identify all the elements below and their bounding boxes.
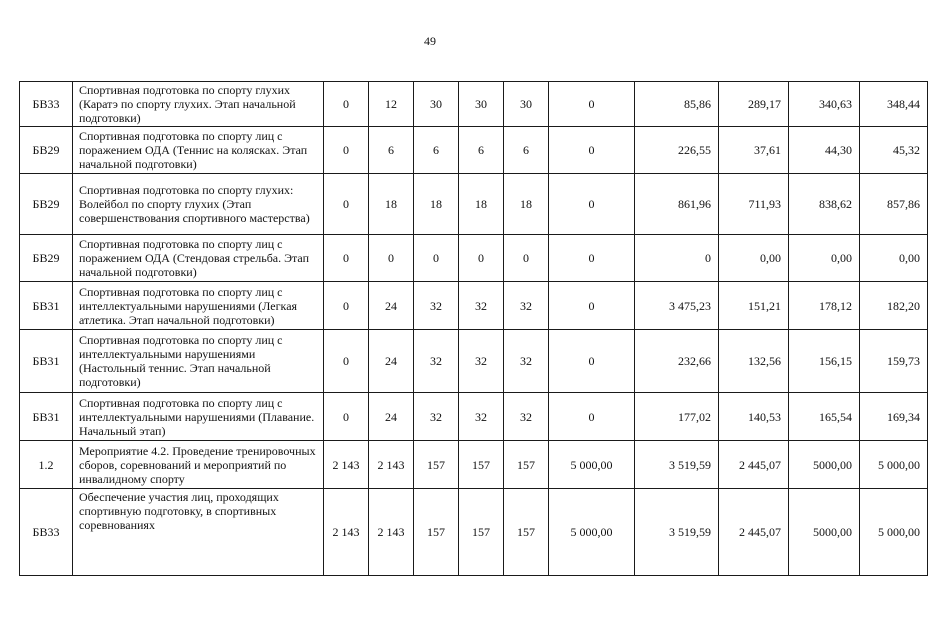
value-cell-col-2: 6: [369, 127, 414, 174]
value-cell-col-9: 5000,00: [789, 441, 860, 489]
row-description-cell: Спортивная подготовка по спорту глухих (Каратэ по спорту глухих. Этап начальной подготовки): [73, 82, 324, 127]
value-cell-col-10: 0,00: [860, 235, 928, 282]
row-description-cell: Спортивная подготовка по спорту лиц с интеллектуальными нарушениями (Плавание. Начальный этап): [73, 393, 324, 441]
value-cell-col-7: 85,86: [635, 82, 719, 127]
value-cell-col-4: 32: [459, 330, 504, 393]
value-cell-col-8: 2 445,07: [719, 441, 789, 489]
value-cell-col-5: 157: [504, 441, 549, 489]
row-description-cell: Спортивная подготовка по спорту лиц с интеллектуальными нарушениями (Легкая атлетика. Этап начальной подготовки): [73, 282, 324, 330]
value-cell-col-2: 24: [369, 393, 414, 441]
value-cell-col-6: 5 000,00: [549, 489, 635, 576]
value-cell-col-8: 289,17: [719, 82, 789, 127]
value-cell-col-3: 32: [414, 393, 459, 441]
value-cell-col-3: 6: [414, 127, 459, 174]
value-cell-col-7: 0: [635, 235, 719, 282]
value-cell-col-1: 0: [324, 330, 369, 393]
value-cell-col-3: 30: [414, 82, 459, 127]
value-cell-col-1: 0: [324, 127, 369, 174]
value-cell-col-9: 156,15: [789, 330, 860, 393]
value-cell-col-1: 0: [324, 174, 369, 235]
budget-table: [19, 81, 928, 576]
value-cell-col-5: 32: [504, 393, 549, 441]
value-cell-col-10: 169,34: [860, 393, 928, 441]
value-cell-col-3: 157: [414, 441, 459, 489]
value-cell-col-9: 165,54: [789, 393, 860, 441]
row-description-cell: Спортивная подготовка по спорту лиц с поражением ОДА (Стендовая стрельба. Этап начальной подготовки): [73, 235, 324, 282]
row-description-cell: Спортивная подготовка по спорту лиц с поражением ОДА (Теннис на колясках. Этап начальной подготовки): [73, 127, 324, 174]
row-code-cell: 1.2: [20, 441, 73, 489]
value-cell-col-7: 177,02: [635, 393, 719, 441]
page-number: 49: [424, 34, 436, 48]
value-cell-col-2: 2 143: [369, 489, 414, 576]
value-cell-col-6: 0: [549, 174, 635, 235]
value-cell-col-3: 157: [414, 489, 459, 576]
table-row: [20, 235, 928, 282]
value-cell-col-2: 2 143: [369, 441, 414, 489]
row-code-cell: БВ33: [20, 489, 73, 576]
value-cell-col-8: 0,00: [719, 235, 789, 282]
table-row: [20, 393, 928, 441]
value-cell-col-8: 140,53: [719, 393, 789, 441]
value-cell-col-7: 232,66: [635, 330, 719, 393]
value-cell-col-2: 0: [369, 235, 414, 282]
value-cell-col-6: 0: [549, 82, 635, 127]
value-cell-col-9: 838,62: [789, 174, 860, 235]
table-row: [20, 330, 928, 393]
value-cell-col-3: 18: [414, 174, 459, 235]
table-row: [20, 127, 928, 174]
value-cell-col-8: 37,61: [719, 127, 789, 174]
value-cell-col-3: 32: [414, 330, 459, 393]
row-code-cell: БВ31: [20, 393, 73, 441]
value-cell-col-6: 0: [549, 393, 635, 441]
value-cell-col-4: 32: [459, 282, 504, 330]
value-cell-col-2: 12: [369, 82, 414, 127]
value-cell-col-8: 151,21: [719, 282, 789, 330]
value-cell-col-6: 0: [549, 282, 635, 330]
row-code-cell: БВ29: [20, 174, 73, 235]
value-cell-col-1: 0: [324, 82, 369, 127]
value-cell-col-8: 711,93: [719, 174, 789, 235]
value-cell-col-3: 0: [414, 235, 459, 282]
value-cell-col-1: 0: [324, 235, 369, 282]
value-cell-col-5: 30: [504, 82, 549, 127]
value-cell-col-7: 861,96: [635, 174, 719, 235]
value-cell-col-4: 32: [459, 393, 504, 441]
value-cell-col-6: 5 000,00: [549, 441, 635, 489]
value-cell-col-6: 0: [549, 330, 635, 393]
table-row: [20, 174, 928, 235]
table-row: [20, 282, 928, 330]
table-row: [20, 489, 928, 576]
value-cell-col-9: 44,30: [789, 127, 860, 174]
row-code-cell: БВ33: [20, 82, 73, 127]
row-code-cell: БВ31: [20, 282, 73, 330]
row-code-cell: БВ29: [20, 235, 73, 282]
value-cell-col-10: 45,32: [860, 127, 928, 174]
row-description-cell: Спортивная подготовка по спорту лиц с интеллектуальными нарушениями (Настольный теннис. Этап начальной подготовки): [73, 330, 324, 393]
row-code-cell: БВ31: [20, 330, 73, 393]
value-cell-col-4: 0: [459, 235, 504, 282]
value-cell-col-7: 3 519,59: [635, 441, 719, 489]
value-cell-col-5: 32: [504, 282, 549, 330]
row-description-cell: Спортивная подготовка по спорту глухих: Волейбол по спорту глухих (Этап совершенствования спортивного мастерства): [73, 174, 324, 235]
value-cell-col-10: 159,73: [860, 330, 928, 393]
value-cell-col-7: 3 519,59: [635, 489, 719, 576]
value-cell-col-9: 178,12: [789, 282, 860, 330]
table-row: [20, 441, 928, 489]
value-cell-col-1: 2 143: [324, 489, 369, 576]
value-cell-col-10: 5 000,00: [860, 489, 928, 576]
value-cell-col-1: 0: [324, 282, 369, 330]
value-cell-col-10: 857,86: [860, 174, 928, 235]
value-cell-col-4: 18: [459, 174, 504, 235]
value-cell-col-8: 2 445,07: [719, 489, 789, 576]
value-cell-col-4: 157: [459, 489, 504, 576]
value-cell-col-4: 30: [459, 82, 504, 127]
value-cell-col-10: 5 000,00: [860, 441, 928, 489]
value-cell-col-4: 157: [459, 441, 504, 489]
value-cell-col-6: 0: [549, 127, 635, 174]
value-cell-col-2: 18: [369, 174, 414, 235]
value-cell-col-5: 0: [504, 235, 549, 282]
row-description-cell: Обеспечение участия лиц, проходящих спортивную подготовку, в спортивных соревнованиях: [73, 489, 324, 576]
value-cell-col-9: 5000,00: [789, 489, 860, 576]
row-description-cell: Мероприятие 4.2. Проведение тренировочных сборов, соревнований и мероприятий по инвалидному спорту: [73, 441, 324, 489]
value-cell-col-10: 182,20: [860, 282, 928, 330]
value-cell-col-4: 6: [459, 127, 504, 174]
value-cell-col-3: 32: [414, 282, 459, 330]
value-cell-col-7: 226,55: [635, 127, 719, 174]
value-cell-col-5: 18: [504, 174, 549, 235]
table-body: [20, 82, 928, 576]
value-cell-col-6: 0: [549, 235, 635, 282]
value-cell-col-5: 32: [504, 330, 549, 393]
value-cell-col-2: 24: [369, 330, 414, 393]
row-code-cell: БВ29: [20, 127, 73, 174]
value-cell-col-10: 348,44: [860, 82, 928, 127]
value-cell-col-1: 0: [324, 393, 369, 441]
value-cell-col-1: 2 143: [324, 441, 369, 489]
value-cell-col-5: 157: [504, 489, 549, 576]
value-cell-col-5: 6: [504, 127, 549, 174]
value-cell-col-9: 340,63: [789, 82, 860, 127]
value-cell-col-7: 3 475,23: [635, 282, 719, 330]
value-cell-col-9: 0,00: [789, 235, 860, 282]
value-cell-col-8: 132,56: [719, 330, 789, 393]
table-row: [20, 82, 928, 127]
value-cell-col-2: 24: [369, 282, 414, 330]
